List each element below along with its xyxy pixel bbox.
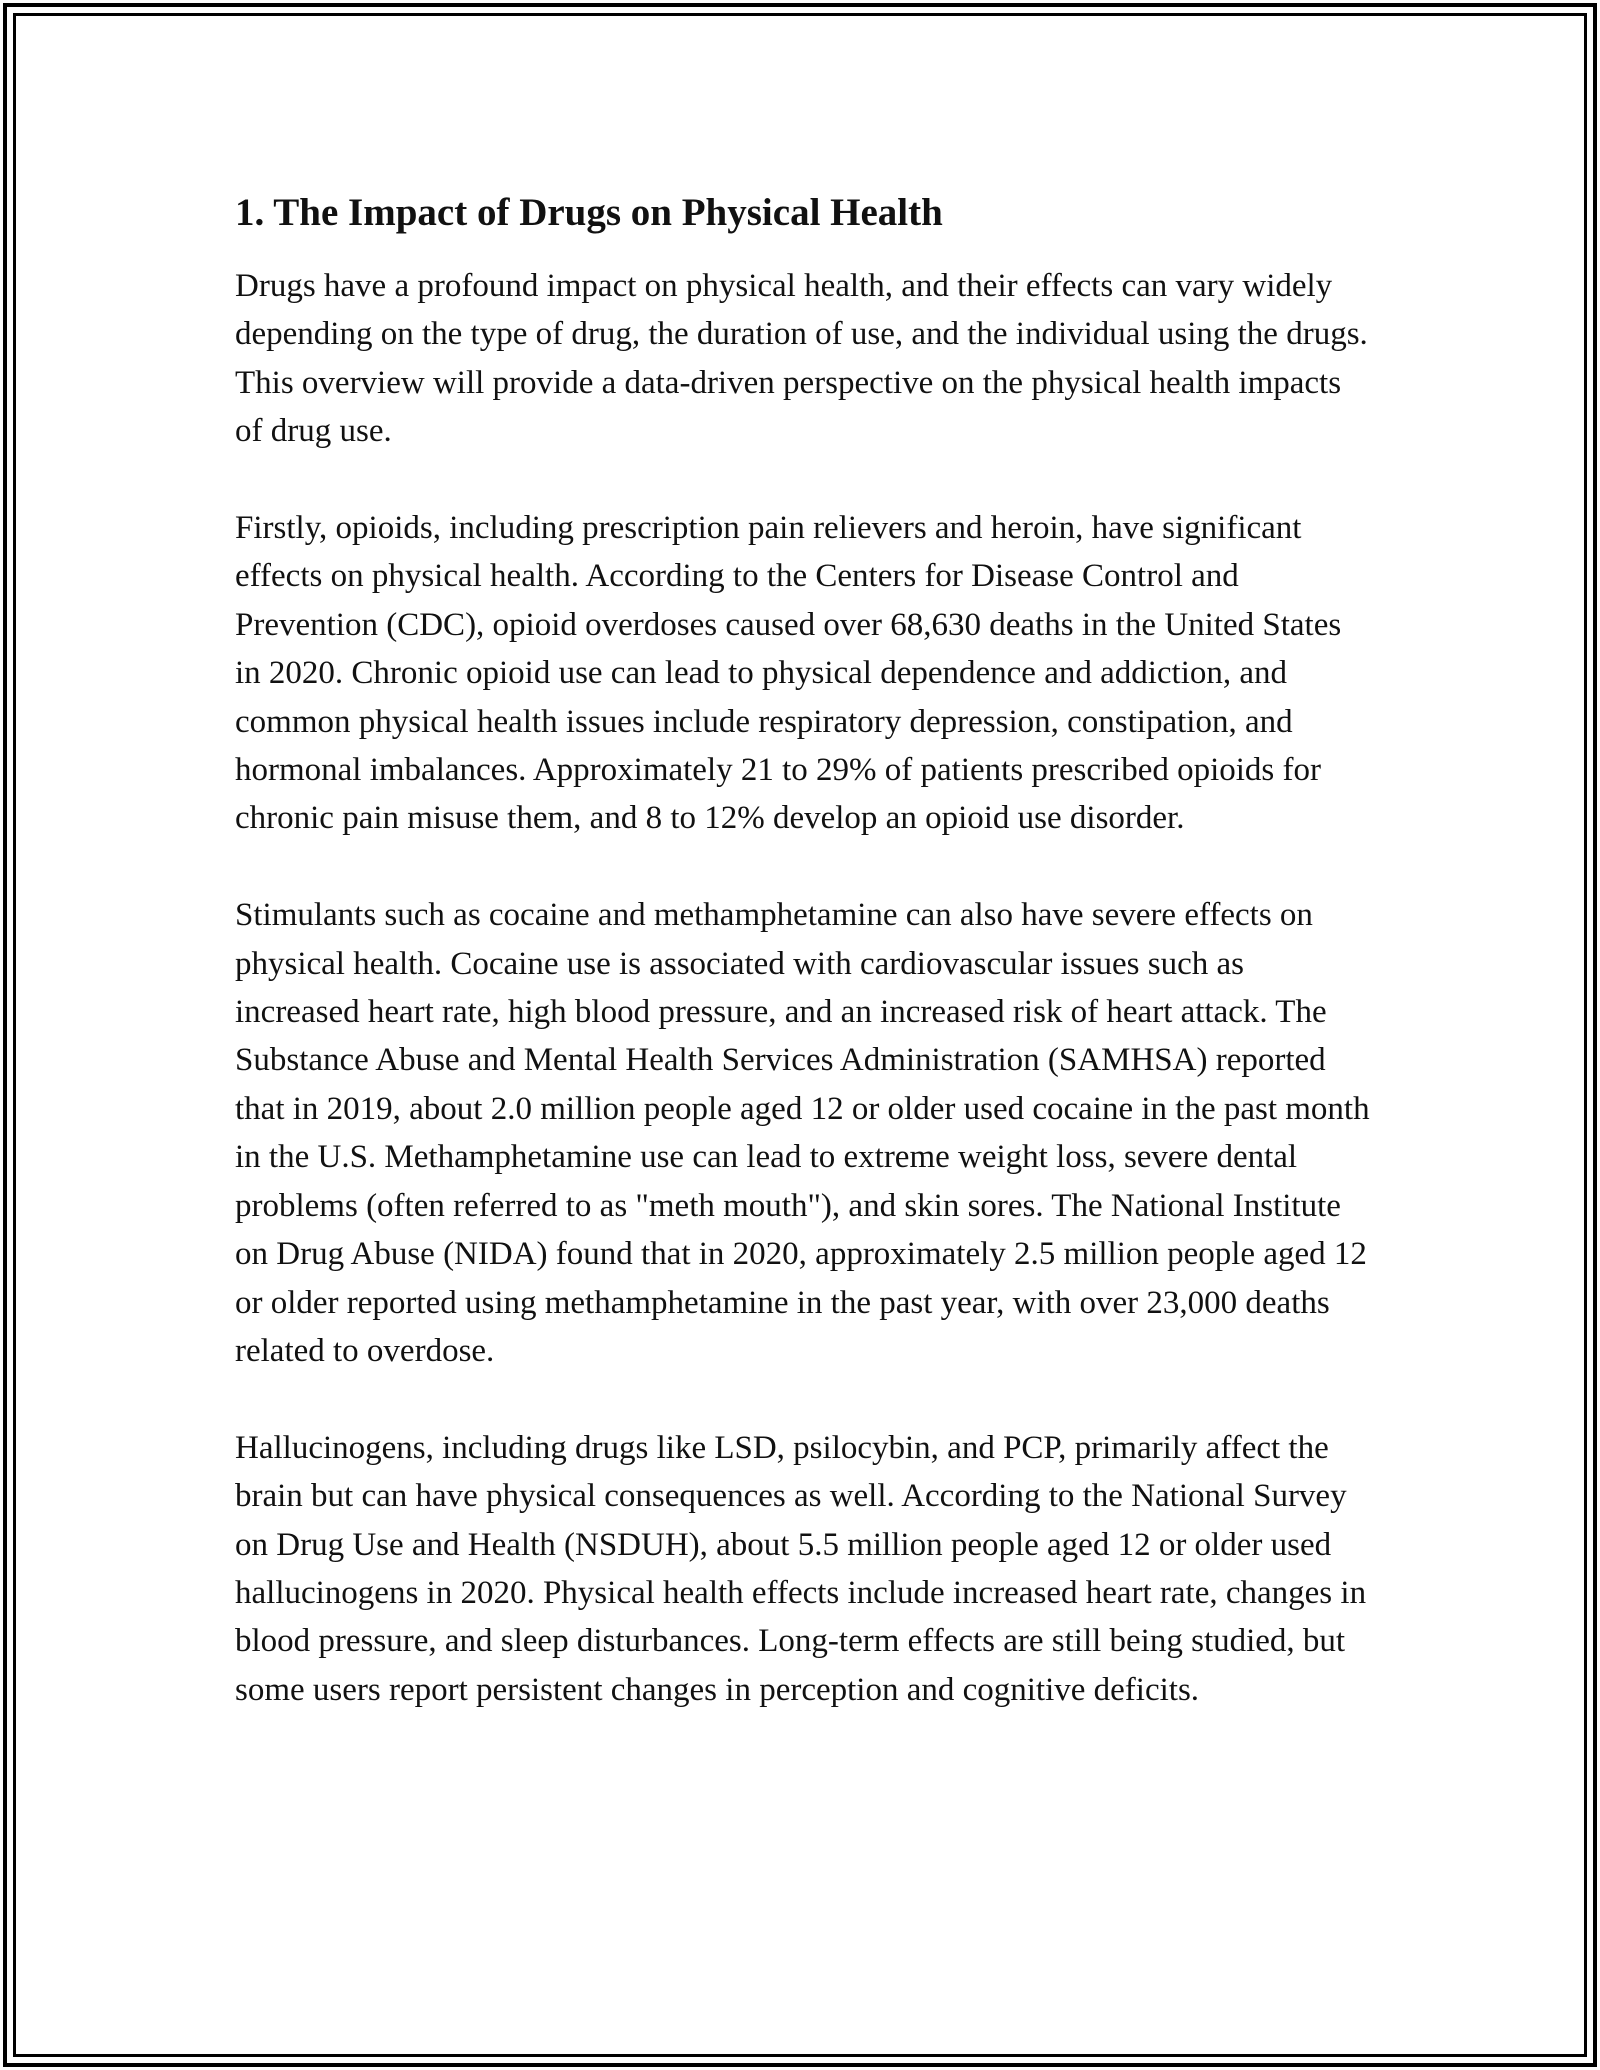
paragraph-hallucinogens: Hallucinogens, including drugs like LSD, psilocybin, and PCP, primarily affect the brain but can have physical consequences as well. According to the National Survey on Drug Use and Health (NSDUH), about 5.5 million people aged 12 or older used hallucinogens in 2020. Physical health effects include increased heart rate, changes in blood pressure, and sleep disturbances. Long-term effects are still being studied, but some users report persistent changes in perception and cognitive deficits.: [235, 1429, 1367, 1708]
paragraph-stimulants: Stimulants such as cocaine and methamphetamine can also have severe effects on physical health. Cocaine use is associated with cardiovascular issues such as increased heart rate, high blood pressure, and an increased risk of heart attack. The Substance Abuse and Mental Health Services Administration (SAMHSA) reported that in 2019, about 2.0 million people aged 12 or older used cocaine in the past month in the U.S. Methamphetamine use can lead to extreme weight loss, severe dental problems (often referred to as "meth mouth"), and skin sores. The National Institute on Drug Abuse (NIDA) found that in 2020, approximately 2.5 million people aged 12 or older reported using methamphetamine in the past year, with over 23,000 deaths related to overdose.: [235, 897, 1370, 1369]
paragraph-intro: Drugs have a profound impact on physical health, and their effects can vary widely depending on the type of drug, the duration of use, and the individual using the drugs. This overview will provide a data-driven perspective on the physical health impacts of drug use.: [235, 268, 1368, 450]
document-body: [235, 186, 1375, 1714]
paragraph-opioids: Firstly, opioids, including prescription pain relievers and heroin, have significant effects on physical health. According to the Centers for Disease Control and Prevention (CDC), opioid overdoses caused over 68,630 deaths in the United States in 2020. Chronic opioid use can lead to physical dependence and addiction, and common physical health issues include respiratory depression, constipation, and hormonal imbalances. Approximately 21 to 29% of patients prescribed opioids for chronic pain misuse them, and 8 to 12% develop an opioid use disorder.: [235, 510, 1342, 837]
section-title: 1. The Impact of Drugs on Physical Health: [235, 191, 943, 234]
